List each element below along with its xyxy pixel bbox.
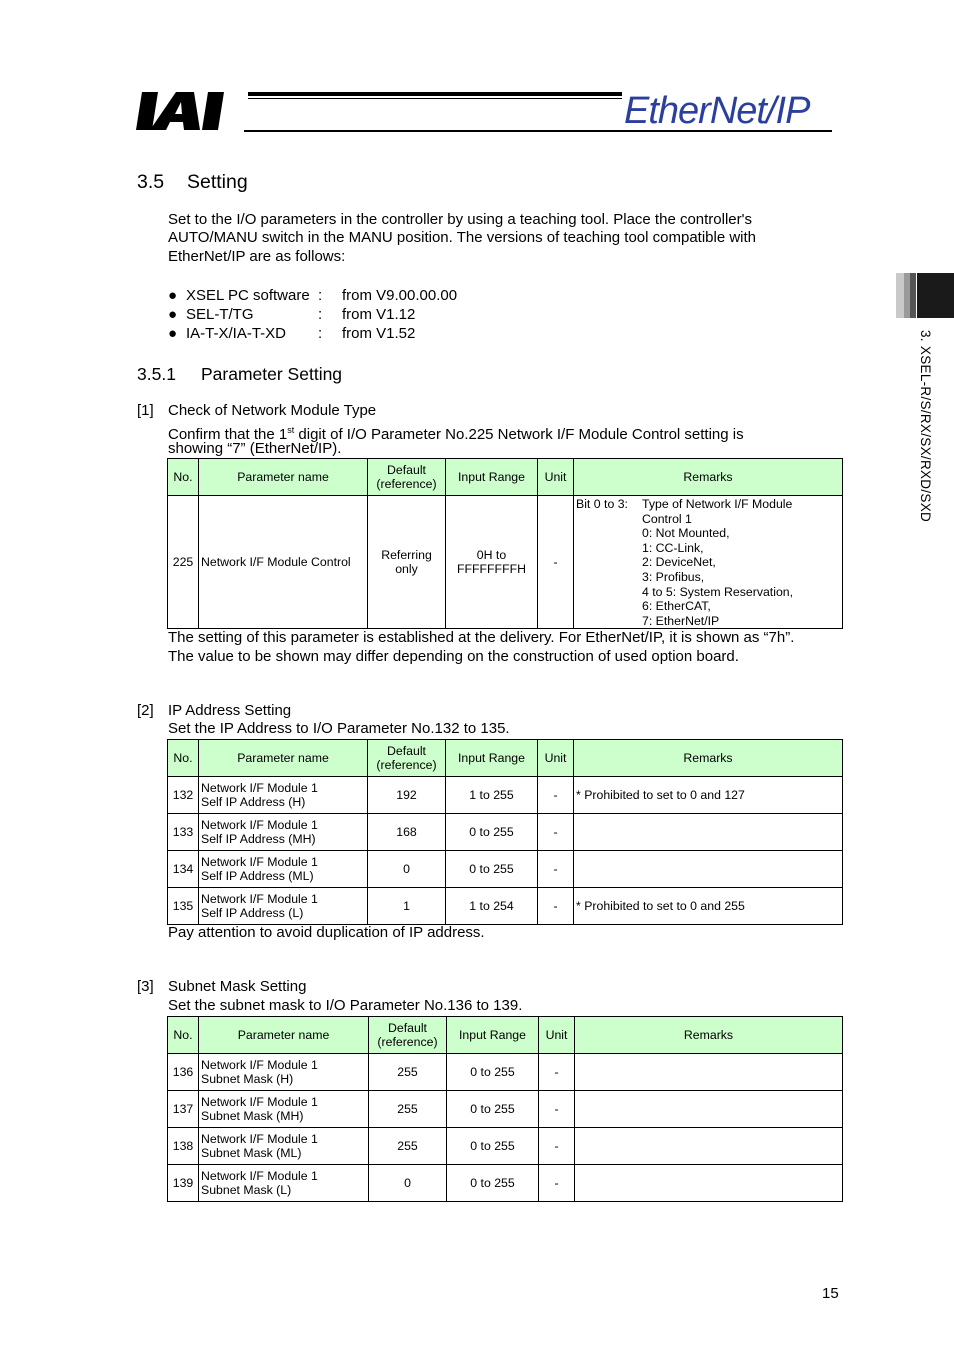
instruction-text: Confirm that the 1 [168, 426, 288, 443]
step-title: Check of Network Module Type [168, 402, 377, 419]
cell-range: 0 to 255 [446, 851, 538, 888]
table-row [168, 777, 843, 814]
cell-default: 1 [368, 888, 446, 925]
col-header-no: No. [168, 459, 199, 496]
col-header-remarks: Remarks [574, 459, 843, 496]
col-header-no: No. [168, 740, 199, 777]
col-header-no: No. [168, 1017, 199, 1054]
separator: : [318, 325, 323, 342]
col-header-remarks: Remarks [574, 740, 843, 777]
tool-name: IA-T-X/IA-T-XD [186, 325, 287, 342]
cell-line: Network I/F Module 1 [201, 1057, 318, 1072]
list-item [168, 325, 457, 344]
col-header-default [368, 740, 446, 777]
list-item [168, 287, 457, 306]
cell-name [199, 1128, 369, 1165]
header-line: Default [387, 743, 426, 758]
cell-no: 134 [168, 851, 199, 888]
remarks-line: 2: DeviceNet, [642, 555, 716, 570]
cell-default: 0 [369, 1165, 447, 1202]
cell-remarks [574, 851, 843, 888]
cell-range: 0 to 255 [447, 1054, 539, 1091]
step-2 [137, 702, 837, 740]
tool-version: from V1.52 [342, 325, 416, 342]
section-title: Setting [187, 171, 248, 193]
cell-line: FFFFFFFFH [457, 562, 526, 577]
col-header-unit: Unit [538, 459, 574, 496]
cell-remarks [575, 1091, 843, 1128]
cell-default: 255 [369, 1091, 447, 1128]
cell-name [199, 1091, 369, 1128]
cell-name [199, 777, 368, 814]
cell-unit: - [539, 1091, 575, 1128]
cell-no: 133 [168, 814, 199, 851]
remarks-line: 1: CC-Link, [642, 540, 704, 555]
cell-line: Network I/F Module 1 [201, 1094, 318, 1109]
cell-line: Subnet Mask (MH) [201, 1109, 304, 1123]
cell-name [199, 888, 368, 925]
col-header-default [368, 459, 446, 496]
separator: : [318, 287, 323, 304]
cell-unit: - [538, 777, 574, 814]
cell-line: Self IP Address (ML) [201, 869, 314, 883]
header-line: (reference) [376, 758, 437, 772]
parameter-table-ip-address [167, 739, 843, 925]
cell-name [199, 1165, 369, 1202]
bullet-icon: ● [168, 306, 178, 323]
cell-remarks [575, 1128, 843, 1165]
col-header-default [369, 1017, 447, 1054]
cell-remarks [575, 1165, 843, 1202]
col-header-name: Parameter name [199, 459, 368, 496]
remarks-key: Bit 0 to 3: [576, 497, 628, 511]
table-row [168, 1128, 843, 1165]
cell-line: Subnet Mask (H) [201, 1072, 294, 1086]
cell-line: 0H to [476, 547, 507, 562]
list-item [168, 306, 457, 325]
col-header-name: Parameter name [199, 740, 368, 777]
bullet-icon: ● [168, 287, 178, 304]
chapter-tab-block [917, 273, 954, 318]
cell-range: 0 to 255 [447, 1165, 539, 1202]
col-header-remarks: Remarks [575, 1017, 843, 1054]
chapter-tab-gradient [896, 273, 916, 318]
bullet-icon: ● [168, 325, 178, 342]
step-3 [137, 978, 837, 1016]
table-row [168, 1054, 843, 1091]
cell-range: 0 to 255 [446, 814, 538, 851]
header-line: (reference) [376, 477, 437, 491]
step-title: Subnet Mask Setting [168, 978, 307, 995]
table-row [168, 851, 843, 888]
step-instruction: Set the IP Address to I/O Parameter No.132 to 135. [168, 720, 510, 737]
cell-range: 1 to 254 [446, 888, 538, 925]
cell-default: 255 [369, 1128, 447, 1165]
cell-unit: - [538, 888, 574, 925]
remarks-line: 4 to 5: System Reservation, [642, 584, 794, 599]
cell-line: Network I/F Module 1 [201, 780, 318, 795]
cell-default: 255 [369, 1054, 447, 1091]
section-intro [168, 211, 756, 266]
chapter-tab-label: 3. XSEL-R/S/RX/SX/RXD/SXD [918, 330, 933, 523]
subsection-number: 3.5.1 [137, 364, 176, 384]
col-header-range: Input Range [446, 740, 538, 777]
cell-no: 136 [168, 1054, 199, 1091]
step-number: [2] [137, 702, 154, 719]
step-2-note: Pay attention to avoid duplication of IP address. [168, 924, 485, 941]
parameter-table-subnet-mask [167, 1016, 843, 1202]
cell-no: 139 [168, 1165, 199, 1202]
superscript: st [287, 425, 295, 435]
cell-name [199, 814, 368, 851]
cell-no: 138 [168, 1128, 199, 1165]
tool-version: from V1.12 [342, 306, 416, 323]
tool-name: XSEL PC software [186, 287, 310, 304]
cell-line: Network I/F Module 1 [201, 891, 318, 906]
intro-line: Set to the I/O parameters in the controller by using a teaching tool. Place the controller's [168, 211, 753, 228]
table-row [168, 496, 843, 629]
header-rule-thick [248, 92, 622, 96]
col-header-range: Input Range [447, 1017, 539, 1054]
cell-remarks [575, 1054, 843, 1091]
step-1-note [168, 628, 858, 666]
intro-line: EtherNet/IP are as follows: [168, 247, 346, 265]
cell-line: Subnet Mask (ML) [201, 1146, 302, 1160]
table-row [168, 1091, 843, 1128]
header-line: Default [387, 462, 426, 477]
note-line: The value to be shown may differ depending on the construction of used option board. [168, 648, 739, 665]
cell-line: Self IP Address (MH) [201, 832, 316, 846]
cell-line: Network I/F Module 1 [201, 1131, 318, 1146]
cell-no: 225 [168, 496, 199, 629]
cell-no: 132 [168, 777, 199, 814]
table-row [168, 1165, 843, 1202]
cell-unit: - [539, 1054, 575, 1091]
note-line: The setting of this parameter is established at the delivery. For EtherNet/IP, it is shown as “7h”. [168, 629, 795, 646]
cell-line: Self IP Address (L) [201, 906, 304, 920]
step-title: IP Address Setting [168, 702, 292, 719]
cell-remarks: * Prohibited to set to 0 and 255 [574, 888, 843, 925]
cell-unit: - [539, 1128, 575, 1165]
header-line: Default [388, 1020, 427, 1035]
iai-logo [136, 90, 242, 132]
step-number: [1] [137, 402, 154, 419]
cell-line: Network I/F Module 1 [201, 817, 318, 832]
col-header-unit: Unit [538, 740, 574, 777]
separator: : [318, 306, 323, 323]
remarks-line: 7: EtherNet/IP [642, 613, 720, 628]
cell-default: 168 [368, 814, 446, 851]
col-header-range: Input Range [446, 459, 538, 496]
cell-no: 135 [168, 888, 199, 925]
header-rule-thin [248, 98, 622, 99]
subsection-title: Parameter Setting [201, 364, 343, 384]
table-header-row [168, 1017, 843, 1054]
table-header-row [168, 459, 843, 496]
step-instruction: showing “7” (EtherNet/IP). [168, 440, 342, 457]
cell-remarks: * Prohibited to set to 0 and 127 [574, 777, 843, 814]
instruction-text: digit of I/O Parameter No.225 Network I/F Module Control setting is [294, 426, 744, 443]
cell-default [368, 496, 446, 629]
cell-default: 192 [368, 777, 446, 814]
ethernet-ip-logo: EtherNet/IP [624, 90, 810, 132]
cell-remarks [574, 496, 843, 629]
cell-line: Network I/F Module 1 [201, 1168, 318, 1183]
remarks-line: 3: Profibus, [642, 569, 705, 584]
cell-range [446, 496, 538, 629]
cell-no: 137 [168, 1091, 199, 1128]
col-header-unit: Unit [539, 1017, 575, 1054]
cell-line: Subnet Mask (L) [201, 1183, 292, 1197]
header-line: (reference) [377, 1035, 438, 1049]
tool-version: from V9.00.00.00 [342, 287, 458, 304]
remarks-line: Control 1 [642, 511, 692, 526]
cell-default: 0 [368, 851, 446, 888]
cell-line: Referring [381, 547, 432, 562]
cell-unit: - [538, 814, 574, 851]
remarks-line: Type of Network I/F Module [642, 497, 793, 511]
step-1 [137, 402, 837, 458]
subsection-heading [137, 364, 342, 385]
table-header-row [168, 740, 843, 777]
cell-range: 0 to 255 [447, 1091, 539, 1128]
cell-name [199, 851, 368, 888]
remarks-line: 6: EtherCAT, [642, 599, 711, 614]
cell-line: Self IP Address (H) [201, 795, 306, 809]
cell-range: 0 to 255 [447, 1128, 539, 1165]
cell-name [199, 1054, 369, 1091]
step-instruction: Set the subnet mask to I/O Parameter No.136 to 139. [168, 997, 523, 1014]
cell-line: only [395, 562, 418, 577]
cell-unit: - [538, 851, 574, 888]
table-row [168, 814, 843, 851]
page-number: 15 [822, 1285, 839, 1302]
cell-unit: - [539, 1165, 575, 1202]
intro-line: AUTO/MANU switch in the MANU position. The versions of teaching tool compatible with [168, 229, 757, 247]
tool-version-list [168, 287, 457, 344]
cell-unit: - [538, 496, 574, 629]
cell-range: 1 to 255 [446, 777, 538, 814]
section-heading [137, 171, 248, 194]
table-row [168, 888, 843, 925]
step-number: [3] [137, 978, 154, 995]
parameter-table-module-type [167, 458, 843, 629]
cell-line: Network I/F Module 1 [201, 854, 318, 869]
cell-remarks [574, 814, 843, 851]
cell-name: Network I/F Module Control [199, 496, 368, 629]
section-number: 3.5 [137, 171, 165, 193]
tool-name: SEL-T/TG [186, 306, 254, 323]
remarks-line: 0: Not Mounted, [642, 526, 730, 541]
col-header-name: Parameter name [199, 1017, 369, 1054]
